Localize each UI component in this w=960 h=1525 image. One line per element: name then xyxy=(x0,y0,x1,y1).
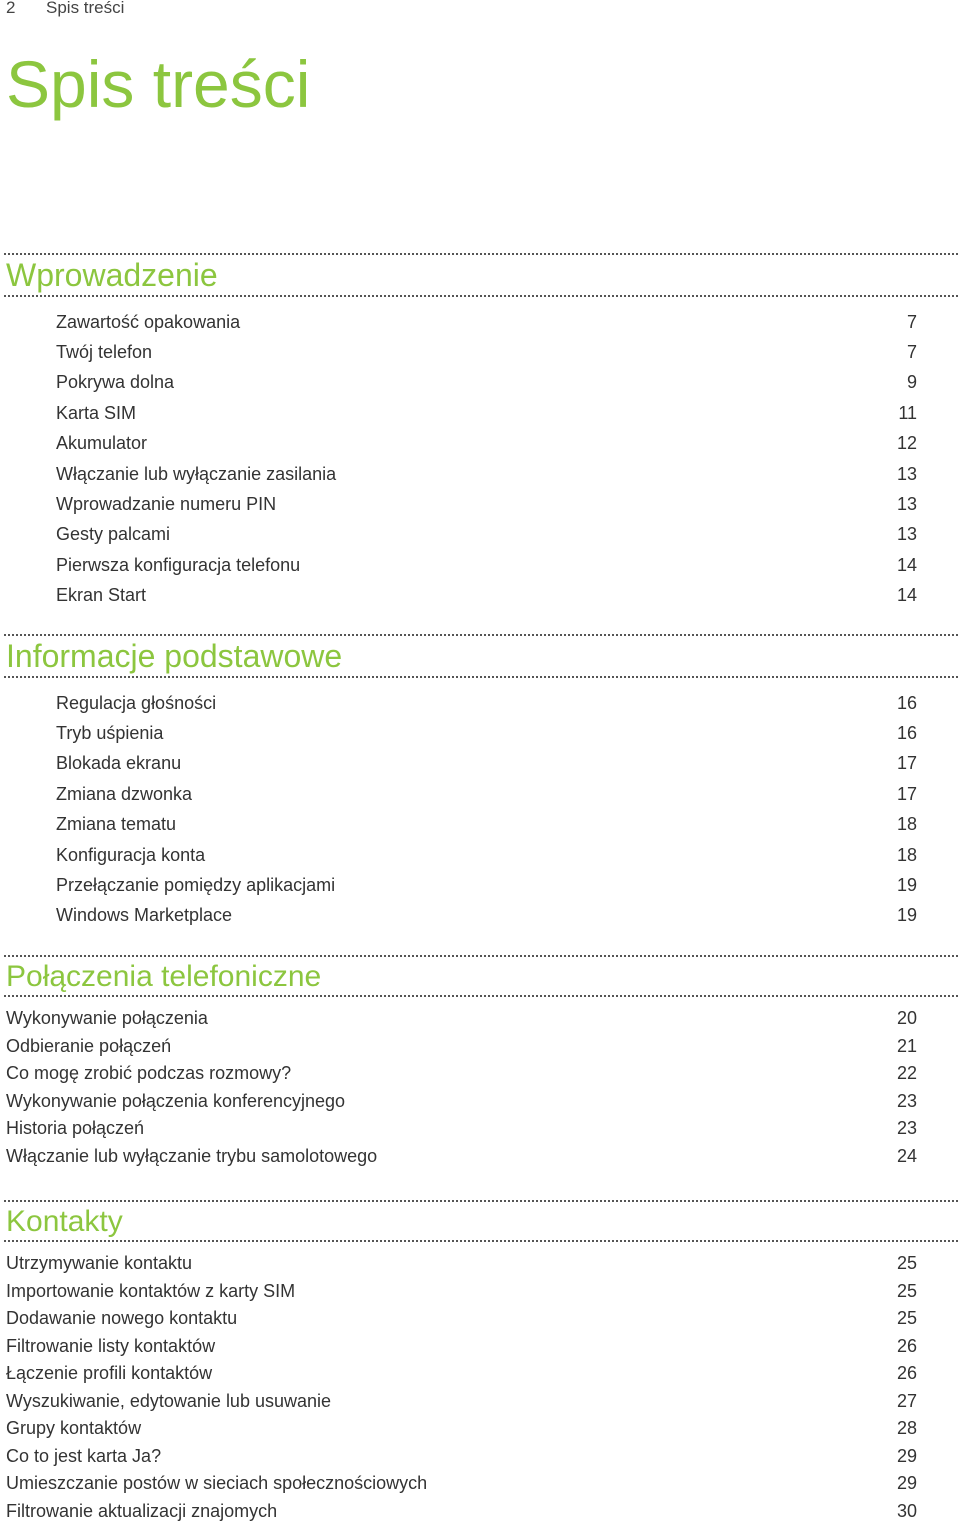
entry-page: 25 xyxy=(896,1280,917,1301)
entry-title: Umieszczanie postów w sieciach społecznościowych xyxy=(6,1473,428,1494)
entry-page: 28 xyxy=(896,1418,917,1439)
entry-title: Filtrowanie listy kontaktów xyxy=(6,1335,216,1356)
entry-title: Zawartość opakowania xyxy=(56,311,241,332)
entry-page: 24 xyxy=(896,1145,917,1166)
toc-entry[interactable] xyxy=(0,1088,960,1116)
entry-page: 21 xyxy=(896,1035,917,1056)
toc-entry[interactable] xyxy=(0,718,960,748)
entry-page: 29 xyxy=(896,1445,917,1466)
entry-title: Zmiana dzwonka xyxy=(56,783,193,804)
toc-entry[interactable] xyxy=(0,1033,960,1061)
toc-entry[interactable] xyxy=(0,1498,960,1525)
page-number: 2 xyxy=(6,0,16,17)
toc-section xyxy=(0,634,960,931)
toc-entry[interactable] xyxy=(0,810,960,840)
running-header xyxy=(6,0,124,20)
entry-title: Importowanie kontaktów z karty SIM xyxy=(6,1280,296,1301)
entry-title: Przełączanie pomiędzy aplikacjami xyxy=(56,875,336,896)
toc-entry[interactable] xyxy=(0,1143,960,1171)
entry-page: 27 xyxy=(896,1390,917,1411)
entry-page: 13 xyxy=(896,494,917,515)
toc-entry[interactable] xyxy=(0,870,960,900)
entry-page: 23 xyxy=(896,1090,917,1111)
toc-entry[interactable] xyxy=(0,398,960,428)
running-title: Spis treści xyxy=(46,0,125,17)
toc-entry[interactable] xyxy=(0,307,960,337)
entry-page: 25 xyxy=(896,1253,917,1274)
toc-section xyxy=(0,253,960,611)
entry-title: Historia połączeń xyxy=(6,1118,145,1139)
entry-title: Dodawanie nowego kontaktu xyxy=(6,1308,238,1329)
entry-list xyxy=(0,997,960,1170)
toc-entry[interactable] xyxy=(0,1005,960,1033)
entry-title: Grupy kontaktów xyxy=(6,1418,142,1439)
toc-section xyxy=(0,1200,960,1525)
entry-page: 13 xyxy=(896,463,917,484)
entry-title: Utrzymywanie kontaktu xyxy=(6,1253,193,1274)
entry-title: Odbieranie połączeń xyxy=(6,1035,172,1056)
entry-title: Włączanie lub wyłączanie trybu samolotowego xyxy=(6,1145,378,1166)
toc-entry[interactable] xyxy=(0,1360,960,1388)
entry-title: Wykonywanie połączenia konferencyjnego xyxy=(6,1090,346,1111)
toc-entry[interactable] xyxy=(0,489,960,519)
toc-entry[interactable] xyxy=(0,1333,960,1361)
entry-list xyxy=(0,1242,960,1525)
entry-title: Co mogę zrobić podczas rozmowy? xyxy=(6,1063,292,1084)
toc-entry[interactable] xyxy=(0,688,960,718)
entry-page: 18 xyxy=(896,814,917,835)
entry-title: Ekran Start xyxy=(56,585,147,606)
toc-entry[interactable] xyxy=(0,1415,960,1443)
toc-entry[interactable] xyxy=(0,550,960,580)
entry-page: 18 xyxy=(896,844,917,865)
entry-page: 30 xyxy=(896,1500,917,1521)
section-heading: Połączenia telefoniczne xyxy=(6,960,322,993)
entry-page: 7 xyxy=(906,311,917,332)
toc-entry[interactable] xyxy=(0,1250,960,1278)
entry-list xyxy=(0,678,960,931)
entry-title: Gesty palcami xyxy=(56,524,171,545)
entry-title: Włączanie lub wyłączanie zasilania xyxy=(56,463,337,484)
section-heading: Wprowadzenie xyxy=(6,257,218,293)
toc-entry[interactable] xyxy=(0,1470,960,1498)
entry-page: 9 xyxy=(906,372,917,393)
entry-title: Twój telefon xyxy=(56,342,153,363)
entry-page: 12 xyxy=(896,433,917,454)
entry-title: Zmiana tematu xyxy=(56,814,177,835)
entry-page: 14 xyxy=(896,585,917,606)
entry-title: Wprowadzanie numeru PIN xyxy=(56,494,277,515)
toc-entry[interactable] xyxy=(0,1060,960,1088)
entry-title: Wyszukiwanie, edytowanie lub usuwanie xyxy=(6,1390,332,1411)
entry-page: 23 xyxy=(896,1118,917,1139)
entry-page: 19 xyxy=(896,905,917,926)
toc-entry[interactable] xyxy=(0,1388,960,1416)
entry-title: Karta SIM xyxy=(56,402,137,423)
entry-page: 17 xyxy=(896,783,917,804)
toc-entry[interactable] xyxy=(0,901,960,931)
toc-entry[interactable] xyxy=(0,1115,960,1143)
entry-title: Regulacja głośności xyxy=(56,692,217,713)
page-title: Spis treści xyxy=(6,47,311,121)
toc-entry[interactable] xyxy=(0,1305,960,1333)
toc-entry[interactable] xyxy=(0,779,960,809)
section-heading: Informacje podstawowe xyxy=(6,638,343,674)
toc-entry[interactable] xyxy=(0,581,960,611)
entry-page: 25 xyxy=(896,1308,917,1329)
entry-page: 11 xyxy=(898,402,917,423)
entry-title: Windows Marketplace xyxy=(56,905,233,926)
toc-entry[interactable] xyxy=(0,337,960,367)
entry-page: 26 xyxy=(896,1363,917,1384)
entry-page: 22 xyxy=(896,1063,917,1084)
toc-entry[interactable] xyxy=(0,520,960,550)
toc-entry[interactable] xyxy=(0,368,960,398)
entry-page: 19 xyxy=(896,875,917,896)
entry-title: Blokada ekranu xyxy=(56,753,182,774)
entry-page: 29 xyxy=(896,1473,917,1494)
entry-page: 16 xyxy=(896,692,917,713)
entry-page: 13 xyxy=(896,524,917,545)
entry-title: Łączenie profili kontaktów xyxy=(6,1363,213,1384)
toc-entry[interactable] xyxy=(0,429,960,459)
entry-title: Wykonywanie połączenia xyxy=(6,1008,208,1029)
toc-entry[interactable] xyxy=(0,1443,960,1471)
entry-title: Pierwsza konfiguracja telefonu xyxy=(56,554,301,575)
entry-title: Tryb uśpienia xyxy=(56,723,164,744)
toc-entry[interactable] xyxy=(0,840,960,870)
section-heading: Kontakty xyxy=(6,1205,123,1238)
entry-page: 7 xyxy=(906,342,917,363)
entry-title: Konfiguracja konta xyxy=(56,844,206,865)
toc-entry[interactable] xyxy=(0,749,960,779)
entry-list xyxy=(0,297,960,611)
entry-page: 26 xyxy=(896,1335,917,1356)
toc-entry[interactable] xyxy=(0,459,960,489)
entry-title: Filtrowanie aktualizacji znajomych xyxy=(6,1500,278,1521)
toc-section xyxy=(0,955,960,1170)
entry-page: 14 xyxy=(896,554,917,575)
entry-page: 17 xyxy=(896,753,917,774)
entry-page: 16 xyxy=(896,723,917,744)
entry-title: Akumulator xyxy=(56,433,148,454)
entry-page: 20 xyxy=(896,1008,917,1029)
entry-title: Co to jest karta Ja? xyxy=(6,1445,162,1466)
entry-title: Pokrywa dolna xyxy=(56,372,175,393)
toc-entry[interactable] xyxy=(0,1278,960,1306)
